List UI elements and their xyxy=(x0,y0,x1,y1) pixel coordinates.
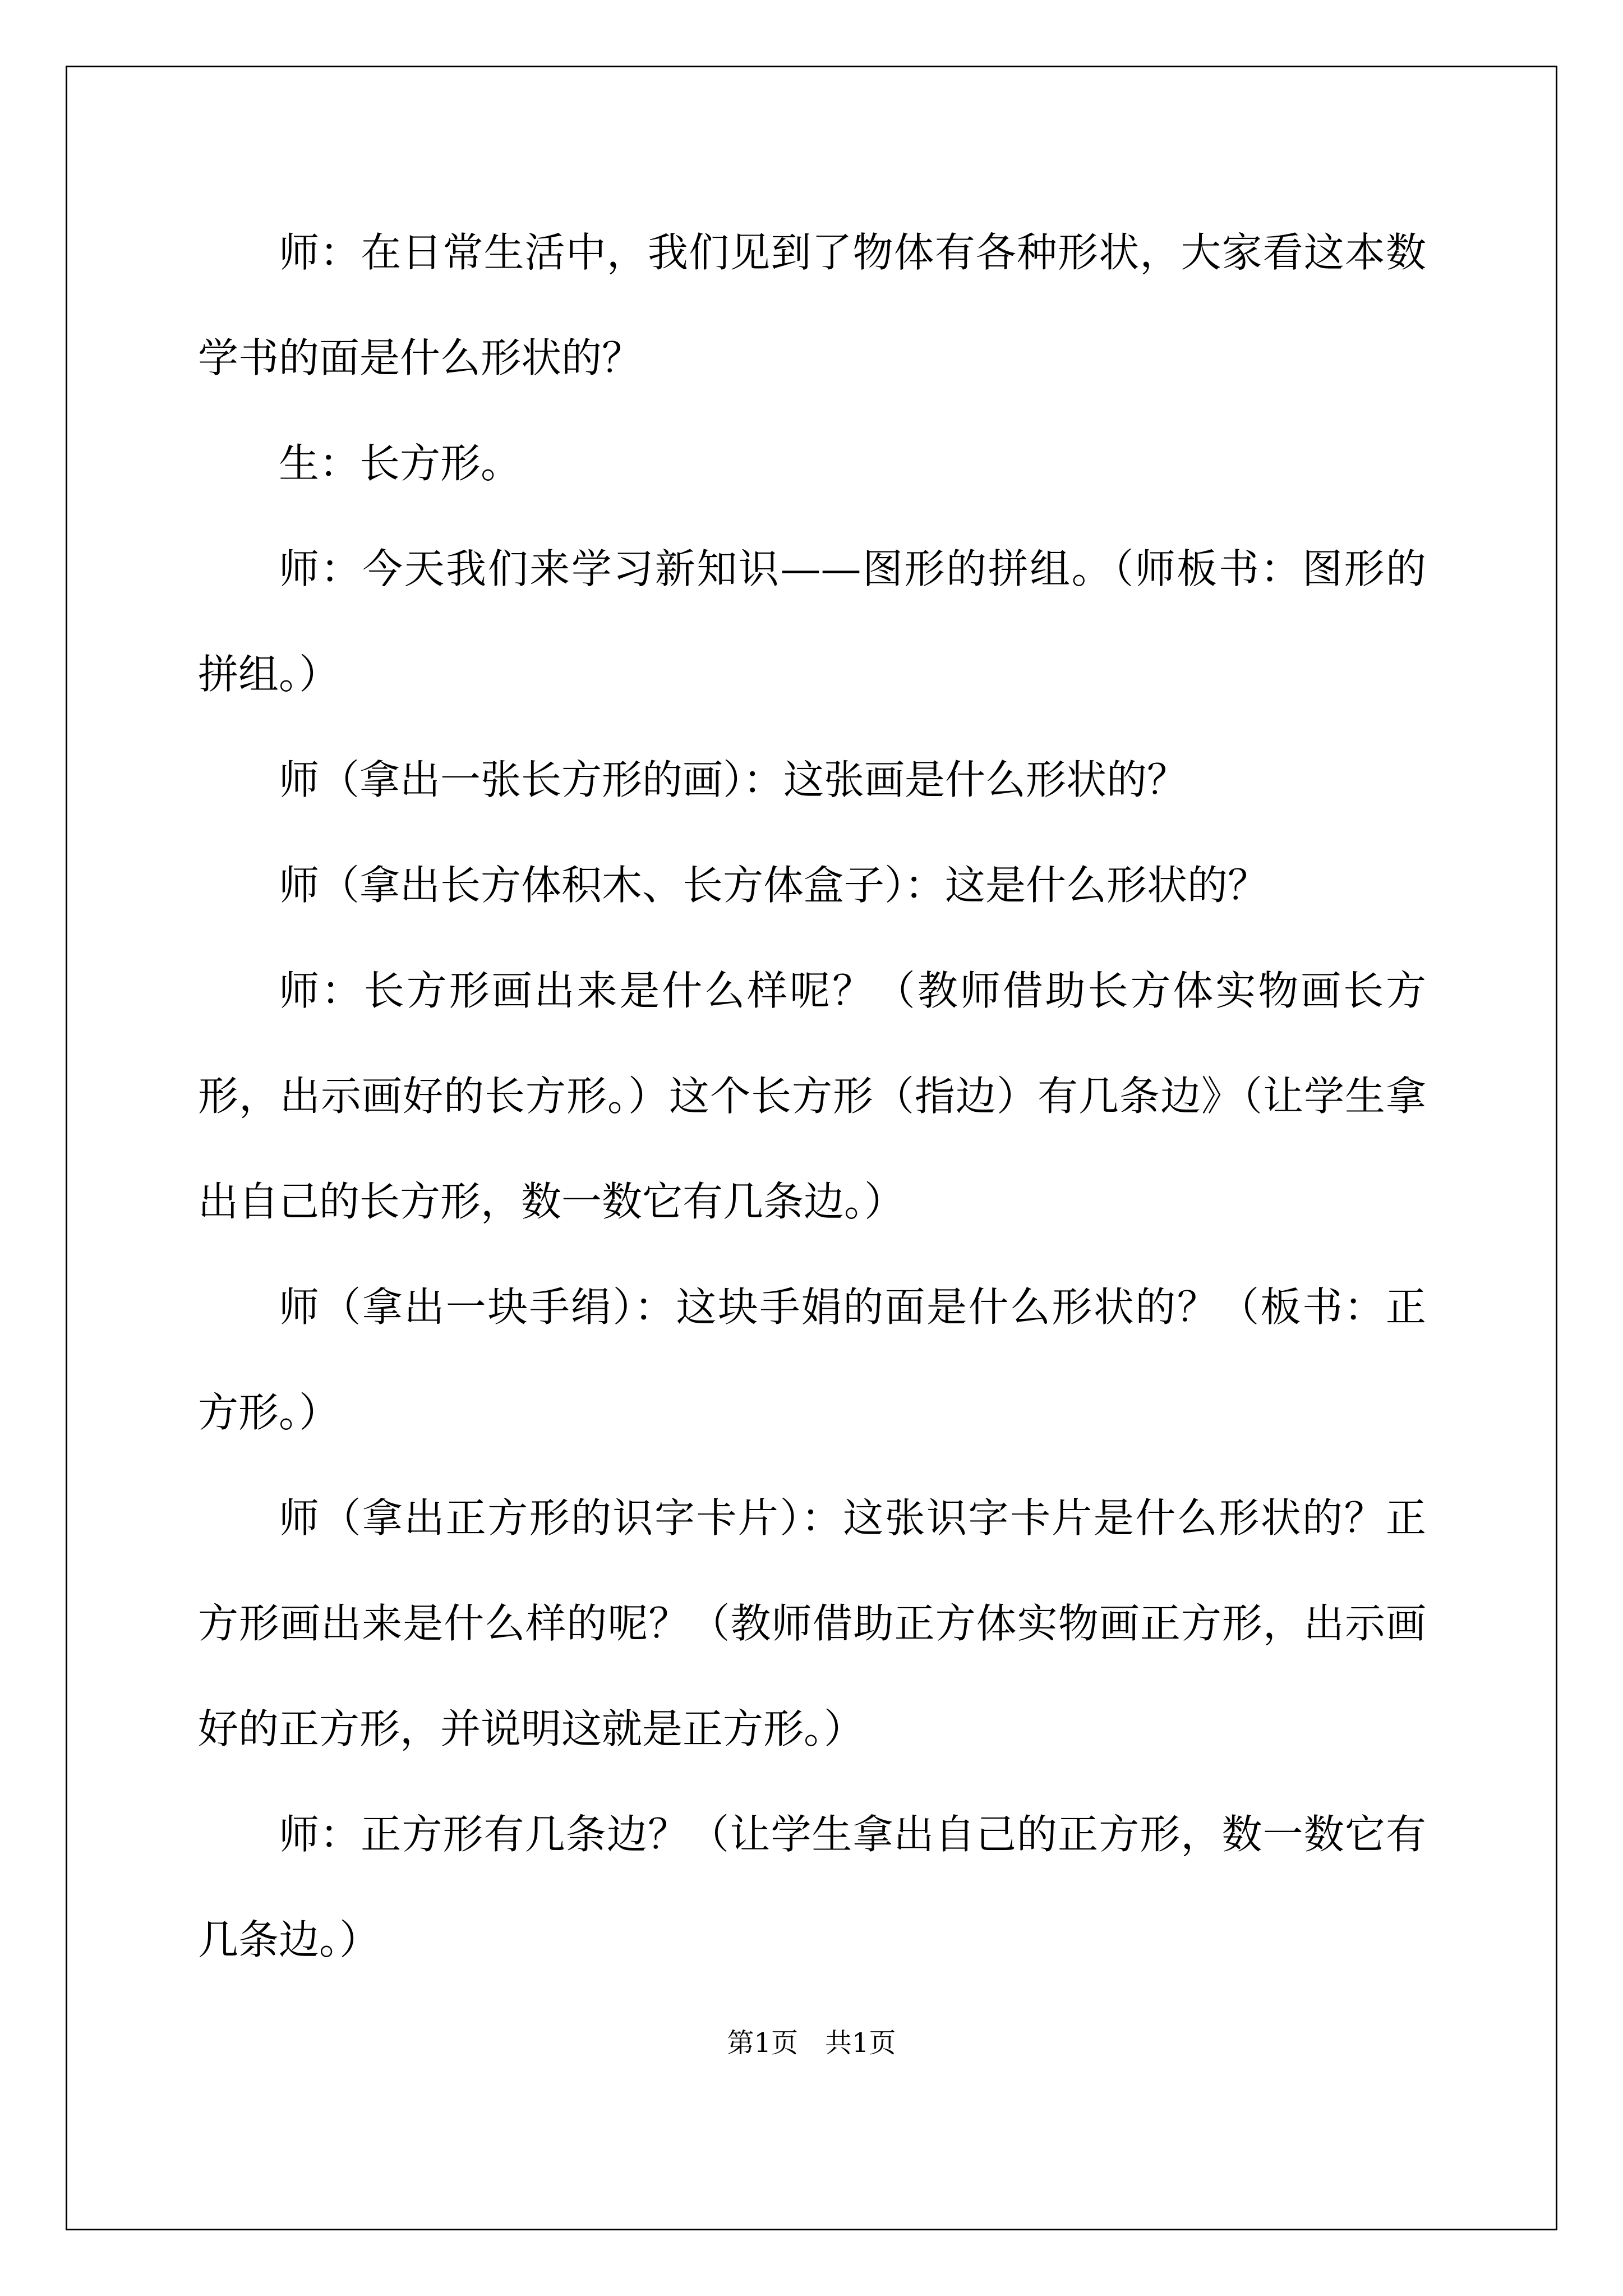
paragraph: 师（拿出一张长方形的画）：这张画是什么形状的？ xyxy=(279,756,1188,803)
document-body xyxy=(198,200,1426,1993)
paragraph: 师（拿出正方形的识字卡片）：这张识字卡片是什么形状的？正方形画出来是什么样的呢？（教师借助正方体实物画正方形，出示画好的正方形，并说明这就是正方形。） xyxy=(198,1494,1426,1752)
paragraph: 师（拿出长方体积木、长方体盒子）：这是什么形状的？ xyxy=(279,862,1269,909)
paragraph: 师：长方形画出来是什么样呢？（教师借助长方体实物画长方形，出示画好的长方形。）这个长方形（指边）有几条边》（让学生拿出自己的长方形，数一数它有几条边。） xyxy=(198,967,1426,1225)
paragraph: 生：长方形。 xyxy=(279,440,522,487)
paragraph: 师（拿出一块手绢）：这块手娟的面是什么形状的？（板书：正方形。） xyxy=(198,1283,1426,1436)
paragraph: 师：在日常生活中，我们见到了物体有各种形状，大家看这本数学书的面是什么形状的？ xyxy=(198,229,1426,381)
paragraph: 师：正方形有几条边？（让学生拿出自己的正方形，数一数它有几条边。） xyxy=(198,1811,1426,1963)
page-number: 第1页 xyxy=(727,2027,798,2059)
paragraph: 师：今天我们来学习新知识——图形的拼组。（师板书：图形的拼组。） xyxy=(198,545,1426,698)
page-footer xyxy=(0,2026,1623,2060)
page-total: 共1页 xyxy=(825,2027,896,2059)
